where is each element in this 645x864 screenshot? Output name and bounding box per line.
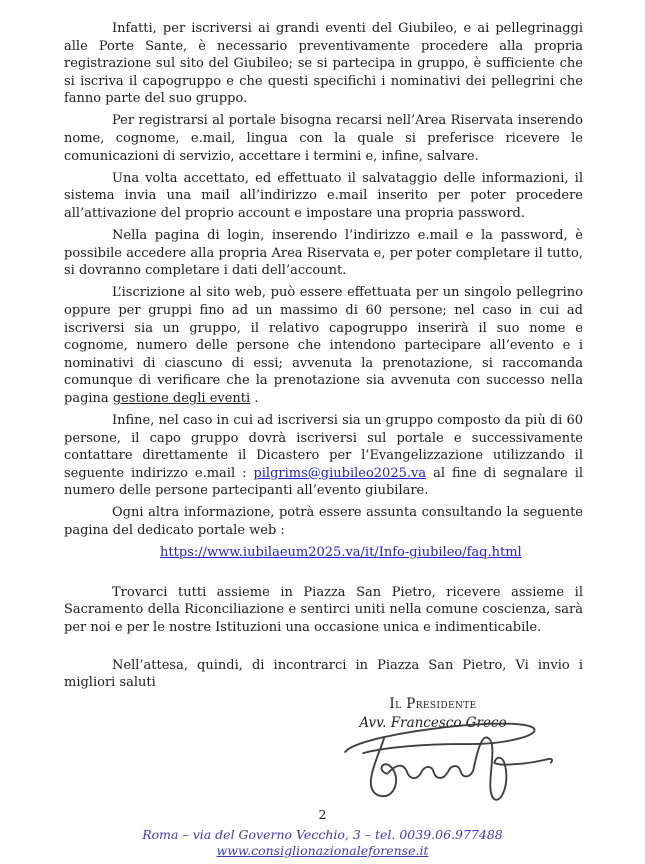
paragraph-text: Infine, nel caso in cui ad iscriversi sia un gruppo composto da più di 60 persone, il capo gruppo dovrà iscriversi sul portale e successivamente contattare direttamente il Dicastero per l’Evangelizzazione utilizzando il seguente indirizzo e.mail :: [64, 412, 583, 481]
signature-block: [293, 696, 573, 804]
paragraph-registrazione-giubileo: Infatti, per iscriversi ai grandi eventi del Giubileo, e ai pellegrinaggi alle Porte Sante, è necessario preventivamente procedere alla propria registrazione sul sito del Giubileo; se si partecipa in gruppo, è sufficiente che si iscriva il capogruppo e che questi specifichi i nominativi dei pellegrini che fanno parte del suo gruppo.: [64, 21, 583, 107]
paragraph-text: al fine di segnalare il numero delle persone partecipanti all’evento giubilare.: [64, 465, 584, 499]
signature-name: Avv. Francesco Greco: [359, 714, 507, 731]
faq-link-line: [64, 544, 583, 562]
paragraph-attivazione-account: Una volta accettato, ed effettuato il salvataggio delle informazioni, il sistema invia una mail all’indirizzo e.mail inserito per poter procedere all’attivazione del proprio account e impostare una propria password.: [64, 170, 583, 221]
letter-body: [64, 20, 583, 804]
page-number: 2: [318, 807, 327, 823]
paragraph-login: Nella pagina di login, inserendo l’indirizzo e.mail e la password, è possibile accedere alla propria Area Riservata e, per poter completare il tutto, si dovranno completare i dati dell’account.: [64, 228, 583, 279]
pilgrims-email-link[interactable]: pilgrims@giubileo2025.va: [253, 465, 427, 481]
footer-website-link[interactable]: www.consiglionazionaleforense.it: [216, 843, 429, 858]
gestione-eventi-link[interactable]: gestione degli eventi: [112, 390, 251, 406]
paragraph-text: L’iscrizione al sito web, può essere effettuata per un singolo pellegrino oppure per gruppi fino ad un massimo di 60 persone; nel caso in cui ad iscriversi sia un gruppo, il relativo capogruppo inserirà il suo nome e cognome, numero delle persone che intendono partecipare all’evento e i nominativi di ciascuno di essi; avvenuta la prenotazione, si raccomanda comunque di verificare che la prenotazione sia avvenuta con successo nella pagina: [64, 285, 583, 406]
signature-title: Il Presidente: [389, 696, 477, 713]
paragraph-piazza-san-pietro: Trovarci tutti assieme in Piazza San Pietro, ricevere assieme il Sacramento della Riconciliazione e sentirci uniti nella comune coscienza, sarà per noi e per le nostre Istituzioni una occasione unica e indimenticabile.: [64, 584, 583, 635]
faq-link[interactable]: https://www.iubilaeum2025.va/it/Info-giubileo/faq.html: [160, 545, 522, 561]
footer: [0, 827, 645, 859]
paragraph-area-riservata: Per registrarsi al portale bisogna recarsi nell’Area Riservata inserendo nome, cognome, e.mail, lingua con la quale si preferisce ricevere le comunicazioni di servizio, accettare i termini e, infine, salvare.: [64, 113, 583, 164]
paragraph-gruppi-oltre-60: [64, 412, 583, 500]
paragraph-iscrizione-gruppi: [64, 284, 583, 407]
paragraph-saluti: Nell’attesa, quindi, di incontrarci in Piazza San Pietro, Vi invio i migliori saluti: [64, 657, 583, 691]
handwritten-signature: [328, 714, 563, 808]
paragraph-text: .: [250, 390, 259, 406]
paragraph-altre-informazioni: Ogni altra informazione, potrà essere assunta consultando la seguente pagina del dedicato portale web :: [64, 505, 583, 539]
footer-address: Roma – via del Governo Vecchio, 3 – tel. 0039.06.977488: [142, 827, 503, 842]
